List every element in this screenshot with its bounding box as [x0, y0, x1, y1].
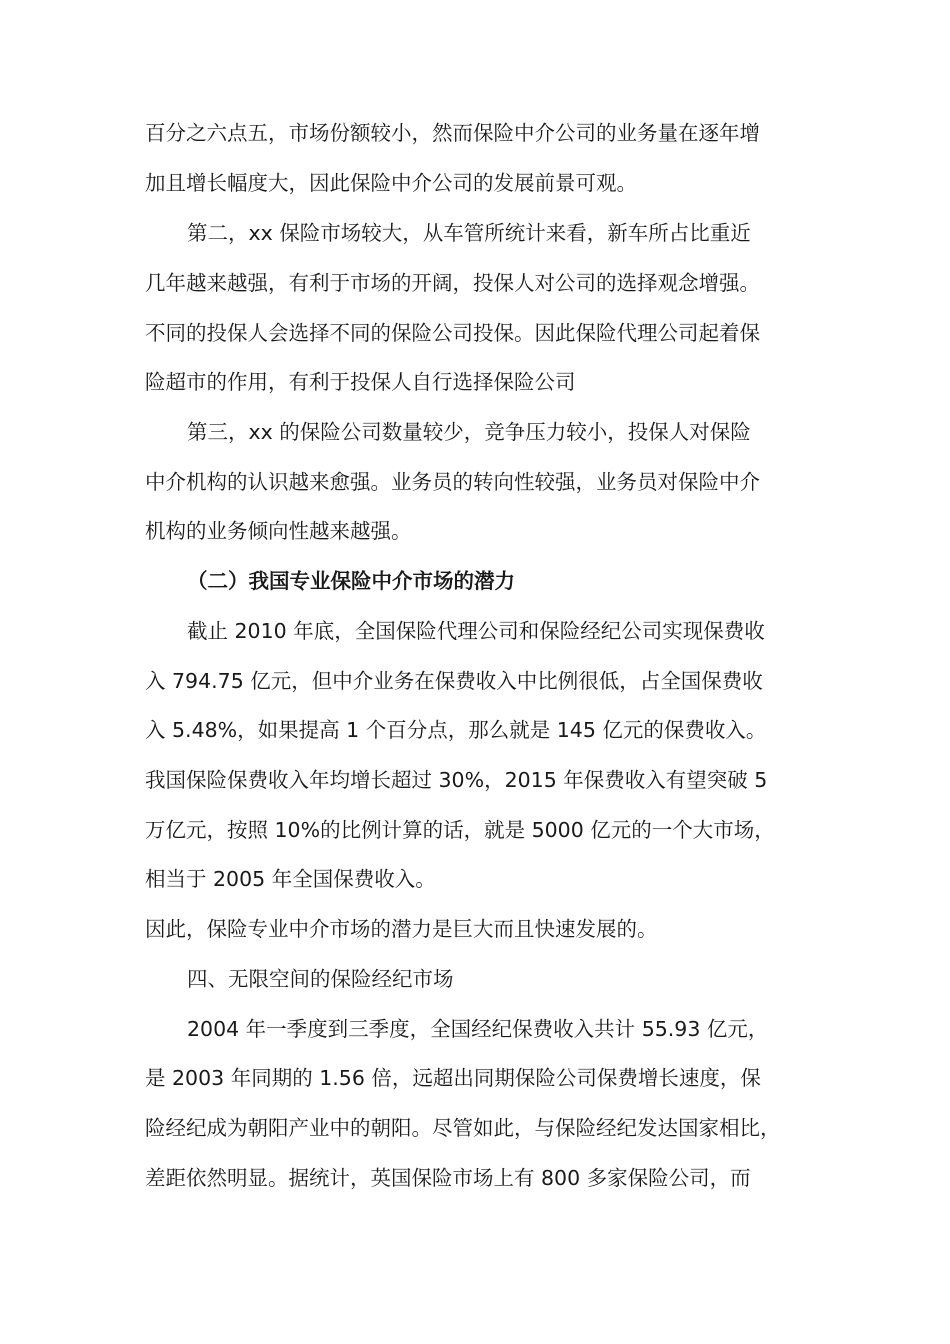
text-line: 百分之六点五，市场份额较小，然而保险中介公司的业务量在逐年增	[145, 121, 760, 145]
text-line: 第二，xx 保险市场较大，从车管所统计来看，新车所占比重近	[187, 221, 751, 245]
text-line: 因此，保险专业中介市场的潜力是巨大而且快速发展的。	[145, 917, 658, 941]
text-line: 险经纪成为朝阳产业中的朝阳。尽管如此，与保险经纪发达国家相比，	[145, 1116, 781, 1140]
text-line: 是 2003 年同期的 1.56 倍，远超出同期保险公司保费增长速度，保	[145, 1066, 761, 1090]
text-line: 不同的投保人会选择不同的保险公司投保。因此保险代理公司起着保	[145, 321, 760, 345]
text-line: 加且增长幅度大，因此保险中介公司的发展前景可观。	[145, 171, 637, 195]
text-line: 入 794.75 亿元，但中介业务在保费收入中比例很低，占全国保费收	[145, 669, 763, 693]
section-heading: 四、无限空间的保险经纪市场	[187, 967, 454, 991]
text-line: 几年越来越强，有利于市场的开阔，投保人对公司的选择观念增强。	[145, 271, 760, 295]
text-line: 我国保险保费收入年均增长超过 30%，2015 年保费收入有望突破 5	[145, 768, 768, 792]
text-line: 险超市的作用，有利于投保人自行选择保险公司	[145, 370, 576, 394]
text-line: 2004 年一季度到三季度，全国经纪保费收入共计 55.93 亿元，	[187, 1017, 769, 1041]
text-line: 入 5.48%，如果提高 1 个百分点，那么就是 145 亿元的保费收入。	[145, 718, 767, 742]
section-heading: （二）我国专业保险中介市场的潜力	[187, 569, 515, 593]
text-line: 中介机构的认识越来愈强。业务员的转向性较强，业务员对保险中介	[145, 470, 760, 494]
text-line: 差距依然明显。据统计，英国保险市场上有 800 多家保险公司，而	[145, 1166, 751, 1190]
text-line: 相当于 2005 年全国保费收入。	[145, 867, 436, 891]
text-line: 截止 2010 年底，全国保险代理公司和保险经纪公司实现保费收	[187, 619, 765, 643]
text-line: 机构的业务倾向性越来越强。	[145, 519, 412, 543]
text-line: 万亿元，按照 10%的比例计算的话，就是 5000 亿元的一个大市场，	[145, 818, 775, 842]
text-line: 第三，xx 的保险公司数量较少，竞争压力较小，投保人对保险	[187, 420, 751, 444]
